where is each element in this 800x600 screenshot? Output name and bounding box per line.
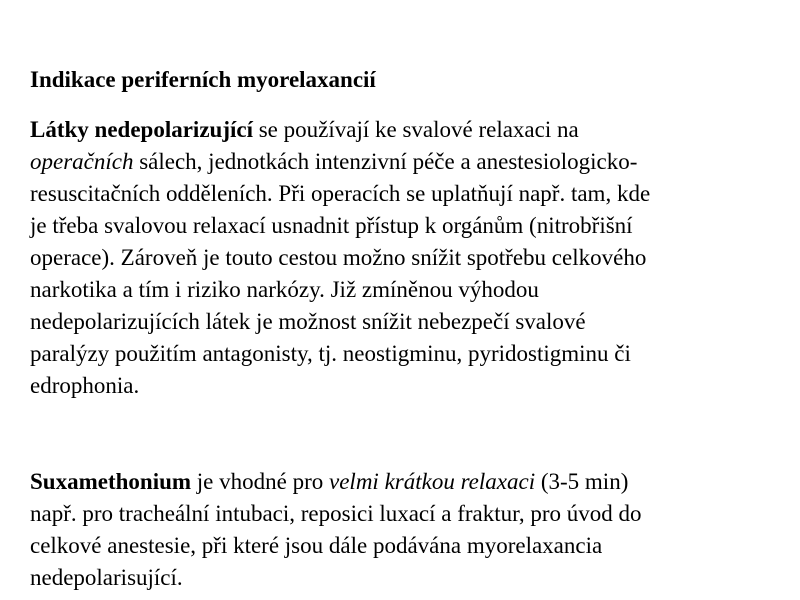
bold-term: Látky nedepolarizující (30, 117, 253, 142)
text-line: nedepolarisující. (30, 565, 183, 590)
text-run: sálech, jednotkách intenzivní péče a anestesiologicko- (133, 149, 638, 174)
text-line: je třeba svalovou relaxací usnadnit přístup k orgánům (nitrobřišní (30, 213, 633, 238)
text-line (30, 146, 790, 178)
text-line: např. pro tracheální intubaci, reposici luxací a fraktur, pro úvod do (30, 501, 642, 526)
text-run: je vhodné pro (191, 469, 330, 494)
slide-title: Indikace periferních myorelaxancií (30, 67, 376, 92)
italic-term: velmi krátkou relaxaci (329, 469, 536, 494)
text-line: celkové anestesie, při které jsou dále podávána myorelaxancia (30, 533, 603, 558)
text-line: nedepolarizujících látek je možnost snížit nebezpečí svalové (30, 309, 586, 334)
text-line: edrophonia. (30, 373, 140, 398)
bold-term: Suxamethonium (30, 469, 192, 494)
text-line: operace). Zároveň je touto cestou možno snížit spotřebu celkového (30, 245, 647, 270)
text-line: paralýzy použitím antagonisty, tj. neostigminu, pyridostigminu či (30, 341, 631, 366)
italic-term: operačních (30, 149, 134, 174)
paragraph-suxamethonium (30, 466, 790, 594)
text-run: (3-5 min) (535, 469, 629, 494)
text-line (30, 114, 790, 146)
paragraph-nondepolarizing (30, 114, 790, 402)
text-line: narkotika a tím i riziko narkózy. Již zmíněnou výhodou (30, 277, 539, 302)
text-line: resuscitačních odděleních. Při operacích se uplatňují např. tam, kde (30, 181, 651, 206)
text-run: se používají ke svalové relaxaci na (252, 117, 579, 142)
text-line (30, 466, 790, 498)
